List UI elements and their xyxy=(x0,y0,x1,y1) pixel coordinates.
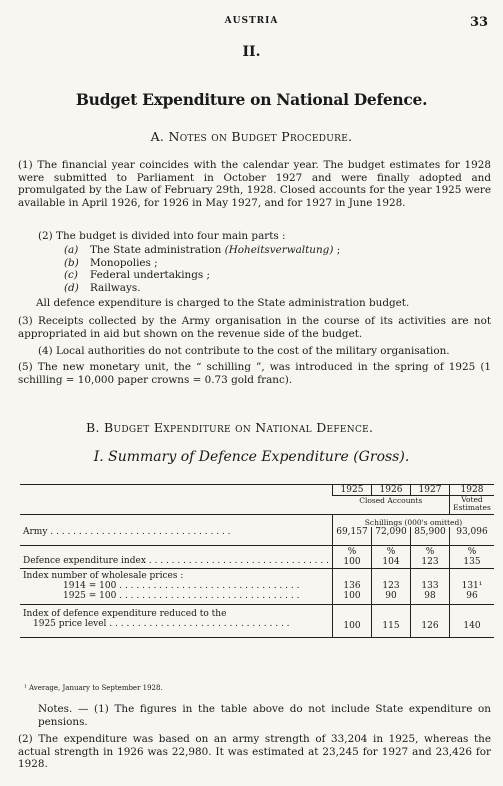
cell-value: 104 xyxy=(382,557,400,567)
voted-estimates-label: Voted Estimates xyxy=(449,496,494,515)
year-1927: 1927 xyxy=(410,485,449,496)
list-label: (c) xyxy=(64,269,78,282)
paragraph-4: (4) Local authorities do not contribute to the cost of the military organisation. xyxy=(38,345,450,357)
unit-label: Schillings (000's omitted) xyxy=(332,515,494,528)
list-item xyxy=(64,282,340,295)
defence-expenditure-table xyxy=(20,484,494,638)
section-number: II. xyxy=(242,44,261,60)
table-cell: 131¹ 96 xyxy=(449,569,494,605)
list-label: (b) xyxy=(64,256,79,269)
reduced-label-1: Index of defence expenditure reduced to the xyxy=(23,609,227,619)
table-title: I. Summary of Defence Expenditure (Gross). xyxy=(93,449,410,465)
note-1: Notes. — (1) The figures in the table above do not include State expenditure on pensions. xyxy=(38,703,491,728)
table-header-row xyxy=(20,485,494,496)
row-label: Defence expenditure index . . . xyxy=(20,546,332,569)
table-row xyxy=(20,569,494,605)
running-header: AUSTRIA xyxy=(224,16,279,26)
table-row xyxy=(20,546,494,569)
table-cell: 126 xyxy=(410,605,449,638)
section-b-heading: B. Budget Expenditure on National Defence. xyxy=(86,420,374,435)
table-cell: 115 xyxy=(371,605,410,638)
cell-value: 123 xyxy=(421,557,439,567)
list-label: (a) xyxy=(64,244,79,256)
table-cell xyxy=(410,546,449,569)
list-italic: (Hoheitsverwaltung) xyxy=(224,244,334,256)
list-item xyxy=(64,269,340,282)
paragraph-2: (2) The budget is divided into four main parts : xyxy=(38,230,286,242)
table-cell: 93,096 xyxy=(449,527,494,546)
list-text: Federal undertakings ; xyxy=(90,269,210,282)
closed-accounts-label: Closed Accounts xyxy=(332,496,449,515)
table-cell xyxy=(332,546,371,569)
table-footnote: ¹ Average, January to September 1928. xyxy=(24,684,163,692)
list-label: (d) xyxy=(64,281,79,294)
paragraph-1: (1) The financial year coincides with the calendar year. The budget estimates for 1928 were submitted to Parliament in October 1927 and were finally adopted and promulgated by the Law of February 29th, 1928. Closed accounts for the year 1925 were available in April 1926, for 1926 in May 1927, and for 1927 in June 1928. xyxy=(18,159,491,209)
pct-sign: % xyxy=(386,547,396,557)
list-item xyxy=(64,257,340,270)
list-text: Monopolies ; xyxy=(90,256,158,269)
header-blank xyxy=(20,485,332,515)
reduced-label-2: 1925 price level . . . xyxy=(23,619,329,629)
table-cell xyxy=(371,546,410,569)
table-cell: 133 98 xyxy=(410,569,449,605)
page-title: Budget Expenditure on National Defence. xyxy=(75,90,428,109)
table-row xyxy=(20,527,494,546)
table-cell xyxy=(449,546,494,569)
wholesale-1925-label: 1925 = 100 . . . xyxy=(23,591,329,601)
table-cell: 140 xyxy=(449,605,494,638)
table-row xyxy=(20,605,494,638)
list-text: Railways. xyxy=(90,281,141,294)
row-label xyxy=(20,569,332,605)
table-cell: 85,900 xyxy=(410,527,449,546)
table-row xyxy=(20,515,494,528)
wholesale-label: Index number of wholesale prices : xyxy=(23,571,184,581)
wholesale-1914-label: 1914 = 100 . . . xyxy=(23,581,329,591)
page-number: 33 xyxy=(470,15,489,30)
pct-sign: % xyxy=(347,547,357,557)
paragraph-2b: All defence expenditure is charged to the State administration budget. xyxy=(36,297,410,309)
table-cell: 123 90 xyxy=(371,569,410,605)
table-cell: 136 100 xyxy=(332,569,371,605)
pct-sign: % xyxy=(467,547,477,557)
section-a-heading: A. Notes on Budget Procedure. xyxy=(150,129,353,144)
list-tail: ; xyxy=(333,244,341,256)
paragraph-3: (3) Receipts collected by the Army organisation in the course of its activities are not appropriated in aid but shown on the revenue side of the budget. xyxy=(18,315,491,340)
budget-parts-list xyxy=(64,244,340,294)
list-item xyxy=(64,244,340,257)
list-text: The State administration xyxy=(90,244,222,256)
table-cell: 69,157 xyxy=(332,527,371,546)
year-1925: 1925 xyxy=(332,485,371,496)
row-label: Army . . . xyxy=(20,527,332,546)
paragraph-5: (5) The new monetary unit, the “ schilling ”, was introduced in the spring of 1925 (1 schilling = 10,000 paper crowns = 0.73 gold franc). xyxy=(18,361,491,386)
cell-value: 135 xyxy=(463,557,481,567)
unit-blank xyxy=(20,515,332,528)
table-cell: 72,090 xyxy=(371,527,410,546)
year-1926: 1926 xyxy=(371,485,410,496)
table-cell: 100 xyxy=(332,605,371,638)
row-label xyxy=(20,605,332,638)
year-1928: 1928 xyxy=(449,485,494,496)
cell-value: 100 xyxy=(343,557,361,567)
pct-sign: % xyxy=(425,547,435,557)
note-2: (2) The expenditure was based on an army strength of 33,204 in 1925, whereas the actual strength in 1926 was 22,980. It was estimated at 23,245 for 1927 and 23,426 for 1928. xyxy=(18,733,491,771)
